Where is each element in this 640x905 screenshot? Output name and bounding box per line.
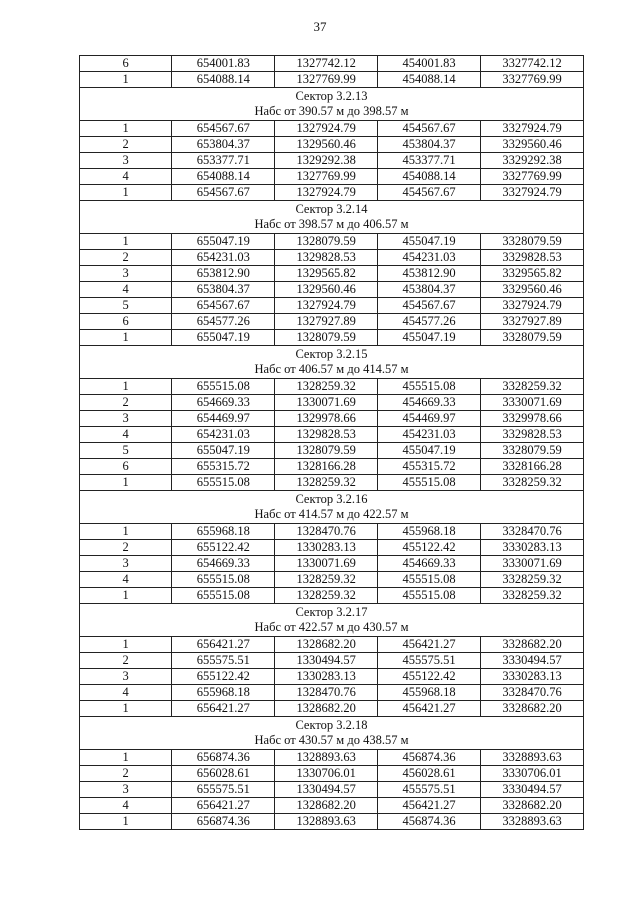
sector-title: Сектор 3.2.18 — [295, 718, 368, 732]
coordinates-table — [79, 55, 584, 830]
table-row — [80, 282, 584, 298]
sector-height-range: Набс от 406.57 м до 414.57 м — [254, 362, 409, 376]
x-local-cell: 454577.26 — [378, 314, 481, 330]
x-local-cell: 455968.18 — [378, 524, 481, 540]
table-row — [80, 653, 584, 669]
x-msk-cell: 653377.71 — [172, 153, 275, 169]
point-number-cell: 4 — [80, 798, 172, 814]
x-local-cell: 456421.27 — [378, 637, 481, 653]
y-msk-cell: 1329978.66 — [275, 411, 378, 427]
x-local-cell: 455122.42 — [378, 669, 481, 685]
table-row — [80, 524, 584, 540]
sector-title: Сектор 3.2.14 — [295, 202, 368, 216]
sector-title: Сектор 3.2.17 — [295, 605, 368, 619]
x-msk-cell: 655515.08 — [172, 588, 275, 604]
y-local-cell: 3330494.57 — [481, 653, 584, 669]
x-local-cell: 455122.42 — [378, 540, 481, 556]
y-local-cell: 3328682.20 — [481, 701, 584, 717]
x-msk-cell: 656874.36 — [172, 814, 275, 830]
y-msk-cell: 1328893.63 — [275, 750, 378, 766]
table-row — [80, 475, 584, 491]
y-msk-cell: 1328259.32 — [275, 475, 378, 491]
x-local-cell: 454669.33 — [378, 556, 481, 572]
x-local-cell: 456421.27 — [378, 798, 481, 814]
x-msk-cell: 654669.33 — [172, 395, 275, 411]
point-number-cell: 1 — [80, 121, 172, 137]
x-local-cell: 454669.33 — [378, 395, 481, 411]
table-row — [80, 798, 584, 814]
point-number-cell: 1 — [80, 588, 172, 604]
point-number-cell: 4 — [80, 427, 172, 443]
table-row — [80, 669, 584, 685]
y-msk-cell: 1328259.32 — [275, 588, 378, 604]
y-msk-cell: 1329828.53 — [275, 250, 378, 266]
table-row — [80, 750, 584, 766]
y-local-cell: 3327742.12 — [481, 56, 584, 72]
y-msk-cell: 1327924.79 — [275, 121, 378, 137]
y-msk-cell: 1328470.76 — [275, 524, 378, 540]
table-row — [80, 56, 584, 72]
x-local-cell: 454088.14 — [378, 169, 481, 185]
table-row — [80, 395, 584, 411]
x-msk-cell: 655515.08 — [172, 572, 275, 588]
point-number-cell: 3 — [80, 669, 172, 685]
sector-header-row — [80, 88, 584, 121]
point-number-cell: 1 — [80, 379, 172, 395]
y-msk-cell: 1329560.46 — [275, 282, 378, 298]
x-local-cell: 455515.08 — [378, 379, 481, 395]
x-local-cell: 455515.08 — [378, 588, 481, 604]
y-local-cell: 3328079.59 — [481, 330, 584, 346]
point-number-cell: 4 — [80, 572, 172, 588]
y-msk-cell: 1328079.59 — [275, 234, 378, 250]
x-local-cell: 454231.03 — [378, 427, 481, 443]
x-msk-cell: 654231.03 — [172, 250, 275, 266]
y-msk-cell: 1328682.20 — [275, 798, 378, 814]
table-row — [80, 411, 584, 427]
x-local-cell: 455047.19 — [378, 234, 481, 250]
y-msk-cell: 1328259.32 — [275, 379, 378, 395]
table-row — [80, 169, 584, 185]
x-msk-cell: 655047.19 — [172, 443, 275, 459]
x-msk-cell: 654669.33 — [172, 556, 275, 572]
y-local-cell: 3328259.32 — [481, 379, 584, 395]
x-local-cell: 455315.72 — [378, 459, 481, 475]
table-row — [80, 556, 584, 572]
point-number-cell: 3 — [80, 411, 172, 427]
x-msk-cell: 654088.14 — [172, 169, 275, 185]
y-local-cell: 3330071.69 — [481, 395, 584, 411]
x-msk-cell: 654567.67 — [172, 298, 275, 314]
point-number-cell: 1 — [80, 72, 172, 88]
point-number-cell: 5 — [80, 298, 172, 314]
y-local-cell: 3328893.63 — [481, 814, 584, 830]
x-local-cell: 454567.67 — [378, 121, 481, 137]
y-local-cell: 3327927.89 — [481, 314, 584, 330]
table-row — [80, 330, 584, 346]
point-number-cell: 2 — [80, 653, 172, 669]
x-local-cell: 455047.19 — [378, 330, 481, 346]
x-local-cell: 456874.36 — [378, 814, 481, 830]
y-msk-cell: 1329292.38 — [275, 153, 378, 169]
point-number-cell: 2 — [80, 766, 172, 782]
x-msk-cell: 656421.27 — [172, 637, 275, 653]
sector-title: Сектор 3.2.15 — [295, 347, 368, 361]
table-row — [80, 427, 584, 443]
y-local-cell: 3327924.79 — [481, 121, 584, 137]
point-number-cell: 6 — [80, 56, 172, 72]
x-local-cell: 454469.97 — [378, 411, 481, 427]
x-local-cell: 454088.14 — [378, 72, 481, 88]
table-row — [80, 588, 584, 604]
y-msk-cell: 1330494.57 — [275, 653, 378, 669]
x-msk-cell: 655047.19 — [172, 330, 275, 346]
coordinates-table-body — [80, 56, 584, 830]
y-local-cell: 3329828.53 — [481, 427, 584, 443]
x-msk-cell: 654577.26 — [172, 314, 275, 330]
table-row — [80, 250, 584, 266]
point-number-cell: 2 — [80, 137, 172, 153]
table-row — [80, 234, 584, 250]
page-number: 37 — [313, 19, 327, 34]
y-msk-cell: 1327769.99 — [275, 72, 378, 88]
y-msk-cell: 1328259.32 — [275, 572, 378, 588]
point-number-cell: 4 — [80, 282, 172, 298]
y-msk-cell: 1327927.89 — [275, 314, 378, 330]
x-msk-cell: 656874.36 — [172, 750, 275, 766]
sector-header — [80, 201, 584, 234]
x-local-cell: 454231.03 — [378, 250, 481, 266]
x-msk-cell: 655047.19 — [172, 234, 275, 250]
x-local-cell: 455515.08 — [378, 475, 481, 491]
y-local-cell: 3328259.32 — [481, 588, 584, 604]
table-row — [80, 637, 584, 653]
sector-title: Сектор 3.2.16 — [295, 492, 368, 506]
point-number-cell: 3 — [80, 266, 172, 282]
x-local-cell: 456028.61 — [378, 766, 481, 782]
point-number-cell: 1 — [80, 814, 172, 830]
point-number-cell: 3 — [80, 782, 172, 798]
point-number-cell: 2 — [80, 250, 172, 266]
point-number-cell: 2 — [80, 540, 172, 556]
table-row — [80, 72, 584, 88]
y-msk-cell: 1330283.13 — [275, 669, 378, 685]
y-msk-cell: 1327742.12 — [275, 56, 378, 72]
x-msk-cell: 655575.51 — [172, 653, 275, 669]
point-number-cell: 4 — [80, 169, 172, 185]
y-msk-cell: 1330071.69 — [275, 556, 378, 572]
x-msk-cell: 654469.97 — [172, 411, 275, 427]
sector-height-range: Набс от 414.57 м до 422.57 м — [254, 507, 409, 521]
y-local-cell: 3328166.28 — [481, 459, 584, 475]
x-local-cell: 454567.67 — [378, 298, 481, 314]
sector-height-range: Набс от 422.57 м до 430.57 м — [254, 620, 409, 634]
x-local-cell: 455515.08 — [378, 572, 481, 588]
x-local-cell: 453812.90 — [378, 266, 481, 282]
sector-header — [80, 346, 584, 379]
point-number-cell: 1 — [80, 637, 172, 653]
x-msk-cell: 656421.27 — [172, 798, 275, 814]
sector-header — [80, 491, 584, 524]
sector-height-range: Набс от 398.57 м до 406.57 м — [254, 217, 409, 231]
table-row — [80, 185, 584, 201]
x-local-cell: 456421.27 — [378, 701, 481, 717]
table-row — [80, 701, 584, 717]
sector-header — [80, 717, 584, 750]
y-msk-cell: 1328470.76 — [275, 685, 378, 701]
x-msk-cell: 653804.37 — [172, 137, 275, 153]
point-number-cell: 1 — [80, 330, 172, 346]
y-msk-cell: 1330283.13 — [275, 540, 378, 556]
x-local-cell: 455575.51 — [378, 653, 481, 669]
x-msk-cell: 654231.03 — [172, 427, 275, 443]
table-row — [80, 459, 584, 475]
x-msk-cell: 655515.08 — [172, 379, 275, 395]
table-row — [80, 540, 584, 556]
y-local-cell: 3329828.53 — [481, 250, 584, 266]
x-msk-cell: 654567.67 — [172, 185, 275, 201]
sector-header — [80, 604, 584, 637]
y-msk-cell: 1328893.63 — [275, 814, 378, 830]
sector-height-range: Набс от 390.57 м до 398.57 м — [254, 104, 409, 118]
y-local-cell: 3327924.79 — [481, 185, 584, 201]
x-msk-cell: 655122.42 — [172, 540, 275, 556]
sector-header-row — [80, 201, 584, 234]
x-local-cell: 455047.19 — [378, 443, 481, 459]
point-number-cell: 2 — [80, 395, 172, 411]
y-local-cell: 3329292.38 — [481, 153, 584, 169]
y-local-cell: 3330283.13 — [481, 669, 584, 685]
table-row — [80, 766, 584, 782]
x-local-cell: 455575.51 — [378, 782, 481, 798]
table-row — [80, 814, 584, 830]
sector-header-row — [80, 346, 584, 379]
x-local-cell: 455968.18 — [378, 685, 481, 701]
table-row — [80, 266, 584, 282]
y-msk-cell: 1330494.57 — [275, 782, 378, 798]
y-msk-cell: 1328682.20 — [275, 637, 378, 653]
y-msk-cell: 1328682.20 — [275, 701, 378, 717]
y-msk-cell: 1328079.59 — [275, 443, 378, 459]
y-local-cell: 3328682.20 — [481, 637, 584, 653]
x-local-cell: 454001.83 — [378, 56, 481, 72]
x-msk-cell: 655968.18 — [172, 524, 275, 540]
y-msk-cell: 1329828.53 — [275, 427, 378, 443]
x-local-cell: 453804.37 — [378, 137, 481, 153]
x-local-cell: 453377.71 — [378, 153, 481, 169]
y-local-cell: 3328079.59 — [481, 443, 584, 459]
x-local-cell: 454567.67 — [378, 185, 481, 201]
y-local-cell: 3328470.76 — [481, 685, 584, 701]
table-row — [80, 443, 584, 459]
y-local-cell: 3327769.99 — [481, 169, 584, 185]
point-number-cell: 3 — [80, 153, 172, 169]
point-number-cell: 1 — [80, 234, 172, 250]
x-msk-cell: 655968.18 — [172, 685, 275, 701]
x-msk-cell: 656421.27 — [172, 701, 275, 717]
x-local-cell: 453804.37 — [378, 282, 481, 298]
y-local-cell: 3329560.46 — [481, 282, 584, 298]
y-msk-cell: 1327924.79 — [275, 185, 378, 201]
table-row — [80, 572, 584, 588]
x-msk-cell: 653812.90 — [172, 266, 275, 282]
y-local-cell: 3329978.66 — [481, 411, 584, 427]
y-local-cell: 3330283.13 — [481, 540, 584, 556]
x-msk-cell: 655122.42 — [172, 669, 275, 685]
y-msk-cell: 1328079.59 — [275, 330, 378, 346]
table-row — [80, 153, 584, 169]
y-msk-cell: 1328166.28 — [275, 459, 378, 475]
table-row — [80, 685, 584, 701]
y-local-cell: 3329560.46 — [481, 137, 584, 153]
sector-title: Сектор 3.2.13 — [295, 89, 368, 103]
point-number-cell: 6 — [80, 314, 172, 330]
x-msk-cell: 655515.08 — [172, 475, 275, 491]
x-local-cell: 456874.36 — [378, 750, 481, 766]
y-local-cell: 3328893.63 — [481, 750, 584, 766]
y-local-cell: 3327924.79 — [481, 298, 584, 314]
y-local-cell: 3328470.76 — [481, 524, 584, 540]
table-row — [80, 314, 584, 330]
x-msk-cell: 654001.83 — [172, 56, 275, 72]
y-local-cell: 3328259.32 — [481, 572, 584, 588]
sector-header-row — [80, 491, 584, 524]
y-msk-cell: 1330071.69 — [275, 395, 378, 411]
table-row — [80, 121, 584, 137]
x-msk-cell: 655575.51 — [172, 782, 275, 798]
point-number-cell: 1 — [80, 701, 172, 717]
y-local-cell: 3330494.57 — [481, 782, 584, 798]
y-msk-cell: 1327769.99 — [275, 169, 378, 185]
table-row — [80, 137, 584, 153]
table-row — [80, 379, 584, 395]
x-msk-cell: 654567.67 — [172, 121, 275, 137]
x-msk-cell: 656028.61 — [172, 766, 275, 782]
y-local-cell: 3329565.82 — [481, 266, 584, 282]
sector-header — [80, 88, 584, 121]
x-msk-cell: 654088.14 — [172, 72, 275, 88]
point-number-cell: 1 — [80, 524, 172, 540]
point-number-cell: 1 — [80, 185, 172, 201]
y-msk-cell: 1329565.82 — [275, 266, 378, 282]
y-msk-cell: 1327924.79 — [275, 298, 378, 314]
point-number-cell: 4 — [80, 685, 172, 701]
x-msk-cell: 653804.37 — [172, 282, 275, 298]
y-msk-cell: 1330706.01 — [275, 766, 378, 782]
y-local-cell: 3327769.99 — [481, 72, 584, 88]
y-local-cell: 3328079.59 — [481, 234, 584, 250]
sector-header-row — [80, 717, 584, 750]
sector-height-range: Набс от 430.57 м до 438.57 м — [254, 733, 409, 747]
point-number-cell: 1 — [80, 750, 172, 766]
x-msk-cell: 655315.72 — [172, 459, 275, 475]
y-msk-cell: 1329560.46 — [275, 137, 378, 153]
point-number-cell: 6 — [80, 459, 172, 475]
table-row — [80, 298, 584, 314]
point-number-cell: 5 — [80, 443, 172, 459]
table-row — [80, 782, 584, 798]
point-number-cell: 1 — [80, 475, 172, 491]
y-local-cell: 3328682.20 — [481, 798, 584, 814]
sector-header-row — [80, 604, 584, 637]
y-local-cell: 3328259.32 — [481, 475, 584, 491]
point-number-cell: 3 — [80, 556, 172, 572]
y-local-cell: 3330071.69 — [481, 556, 584, 572]
y-local-cell: 3330706.01 — [481, 766, 584, 782]
